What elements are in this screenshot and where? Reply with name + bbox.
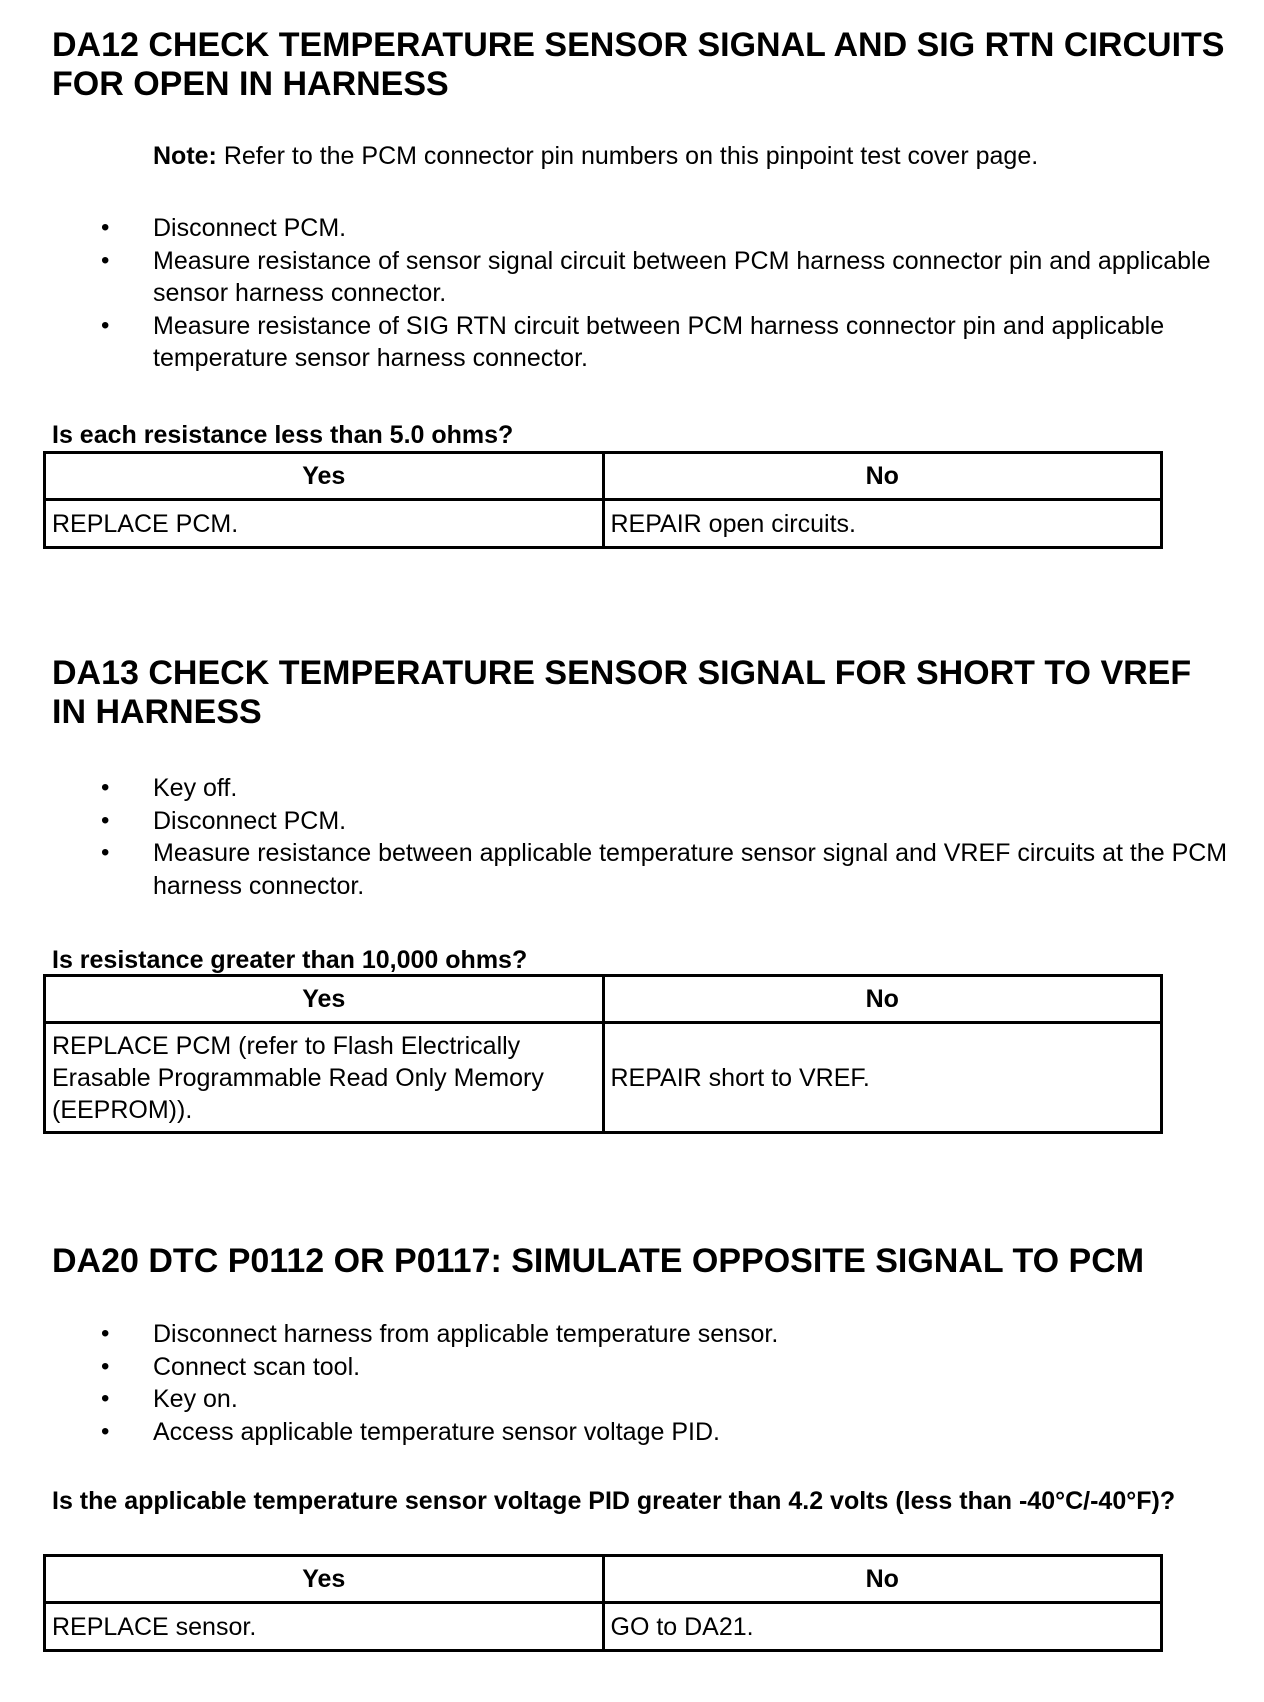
note (153, 140, 1038, 172)
decision-table (43, 974, 1163, 1134)
no-action: REPAIR short to VREF. (603, 1023, 1162, 1133)
list-item (0, 245, 1240, 310)
section-heading: DA20 DTC P0112 OR P0117: SIMULATE OPPOSITE SIGNAL TO PCM (52, 1242, 1145, 1280)
step-text: Measure resistance between applicable temperature sensor signal and VREF circuits at the PCM harness connector. (153, 839, 1228, 900)
yes-action: REPLACE PCM. (45, 500, 604, 548)
bullet-icon: • (101, 246, 110, 274)
table-row (45, 1023, 1162, 1133)
list-item (0, 1318, 1240, 1351)
no-header: No (603, 453, 1162, 500)
no-header: No (603, 1556, 1162, 1603)
bullet-icon: • (101, 1352, 110, 1380)
decision-table (43, 451, 1163, 549)
list-item (0, 772, 1240, 805)
yes-action: REPLACE PCM (refer to Flash Electrically Erasable Programmable Read Only Memory (EEPROM)). (45, 1023, 604, 1133)
bullet-icon: • (101, 774, 110, 801)
bullet-icon: • (101, 311, 110, 339)
list-item (0, 310, 1240, 375)
note-label: Note: (153, 142, 217, 170)
step-text: Key on. (153, 1385, 238, 1413)
bullet-icon: • (101, 839, 110, 866)
bullet-icon: • (101, 1385, 110, 1412)
section-heading: DA12 CHECK TEMPERATURE SENSOR SIGNAL AND SIG RTN CIRCUITS FOR OPEN IN HARNESS (52, 26, 1225, 103)
step-text: Key off. (153, 774, 238, 802)
list-item (0, 837, 1240, 902)
step-text: Access applicable temperature sensor voltage PID. (153, 1417, 720, 1446)
step-text: Measure resistance of SIG RTN circuit between PCM harness connector pin and applicable temperature sensor harness connector. (153, 311, 1165, 372)
list-item (0, 1351, 1240, 1384)
list-item (0, 1383, 1240, 1416)
step-text: Measure resistance of sensor signal circuit between PCM harness connector pin and applicable sensor harness connector. (153, 246, 1211, 307)
table-header-row (45, 1556, 1162, 1603)
list-item (0, 805, 1240, 838)
section-heading: DA13 CHECK TEMPERATURE SENSOR SIGNAL FOR SHORT TO VREF IN HARNESS (52, 654, 1192, 731)
table-header-row (45, 453, 1162, 500)
bullet-icon: • (101, 1417, 110, 1445)
table-header-row (45, 976, 1162, 1023)
step-text: Disconnect PCM. (153, 806, 347, 835)
list-item (0, 1416, 1240, 1449)
question: Is each resistance less than 5.0 ohms? (52, 421, 514, 449)
decision-table (43, 1554, 1163, 1652)
step-text: Disconnect PCM. (153, 214, 347, 242)
table-row (45, 500, 1162, 548)
step-list (0, 1318, 1240, 1448)
step-list (0, 772, 1240, 902)
step-text: Connect scan tool. (153, 1352, 361, 1381)
no-header: No (603, 976, 1162, 1023)
table-row (45, 1603, 1162, 1651)
yes-action: REPLACE sensor. (45, 1603, 604, 1651)
no-action: REPAIR open circuits. (603, 500, 1162, 548)
yes-header: Yes (45, 976, 604, 1023)
bullet-icon: • (101, 214, 110, 241)
no-action: GO to DA21. (603, 1603, 1162, 1651)
bullet-icon: • (101, 1320, 110, 1347)
step-text: Disconnect harness from applicable temperature sensor. (153, 1320, 779, 1348)
yes-header: Yes (45, 453, 604, 500)
bullet-icon: • (101, 806, 110, 834)
note-text: Refer to the PCM connector pin numbers on this pinpoint test cover page. (216, 142, 1039, 170)
list-item (0, 212, 1240, 245)
question: Is the applicable temperature sensor voltage PID greater than 4.2 volts (less than -40°C/-40°F)? (52, 1487, 1176, 1515)
step-list (0, 212, 1240, 375)
yes-header: Yes (45, 1556, 604, 1603)
question: Is resistance greater than 10,000 ohms? (52, 946, 528, 974)
